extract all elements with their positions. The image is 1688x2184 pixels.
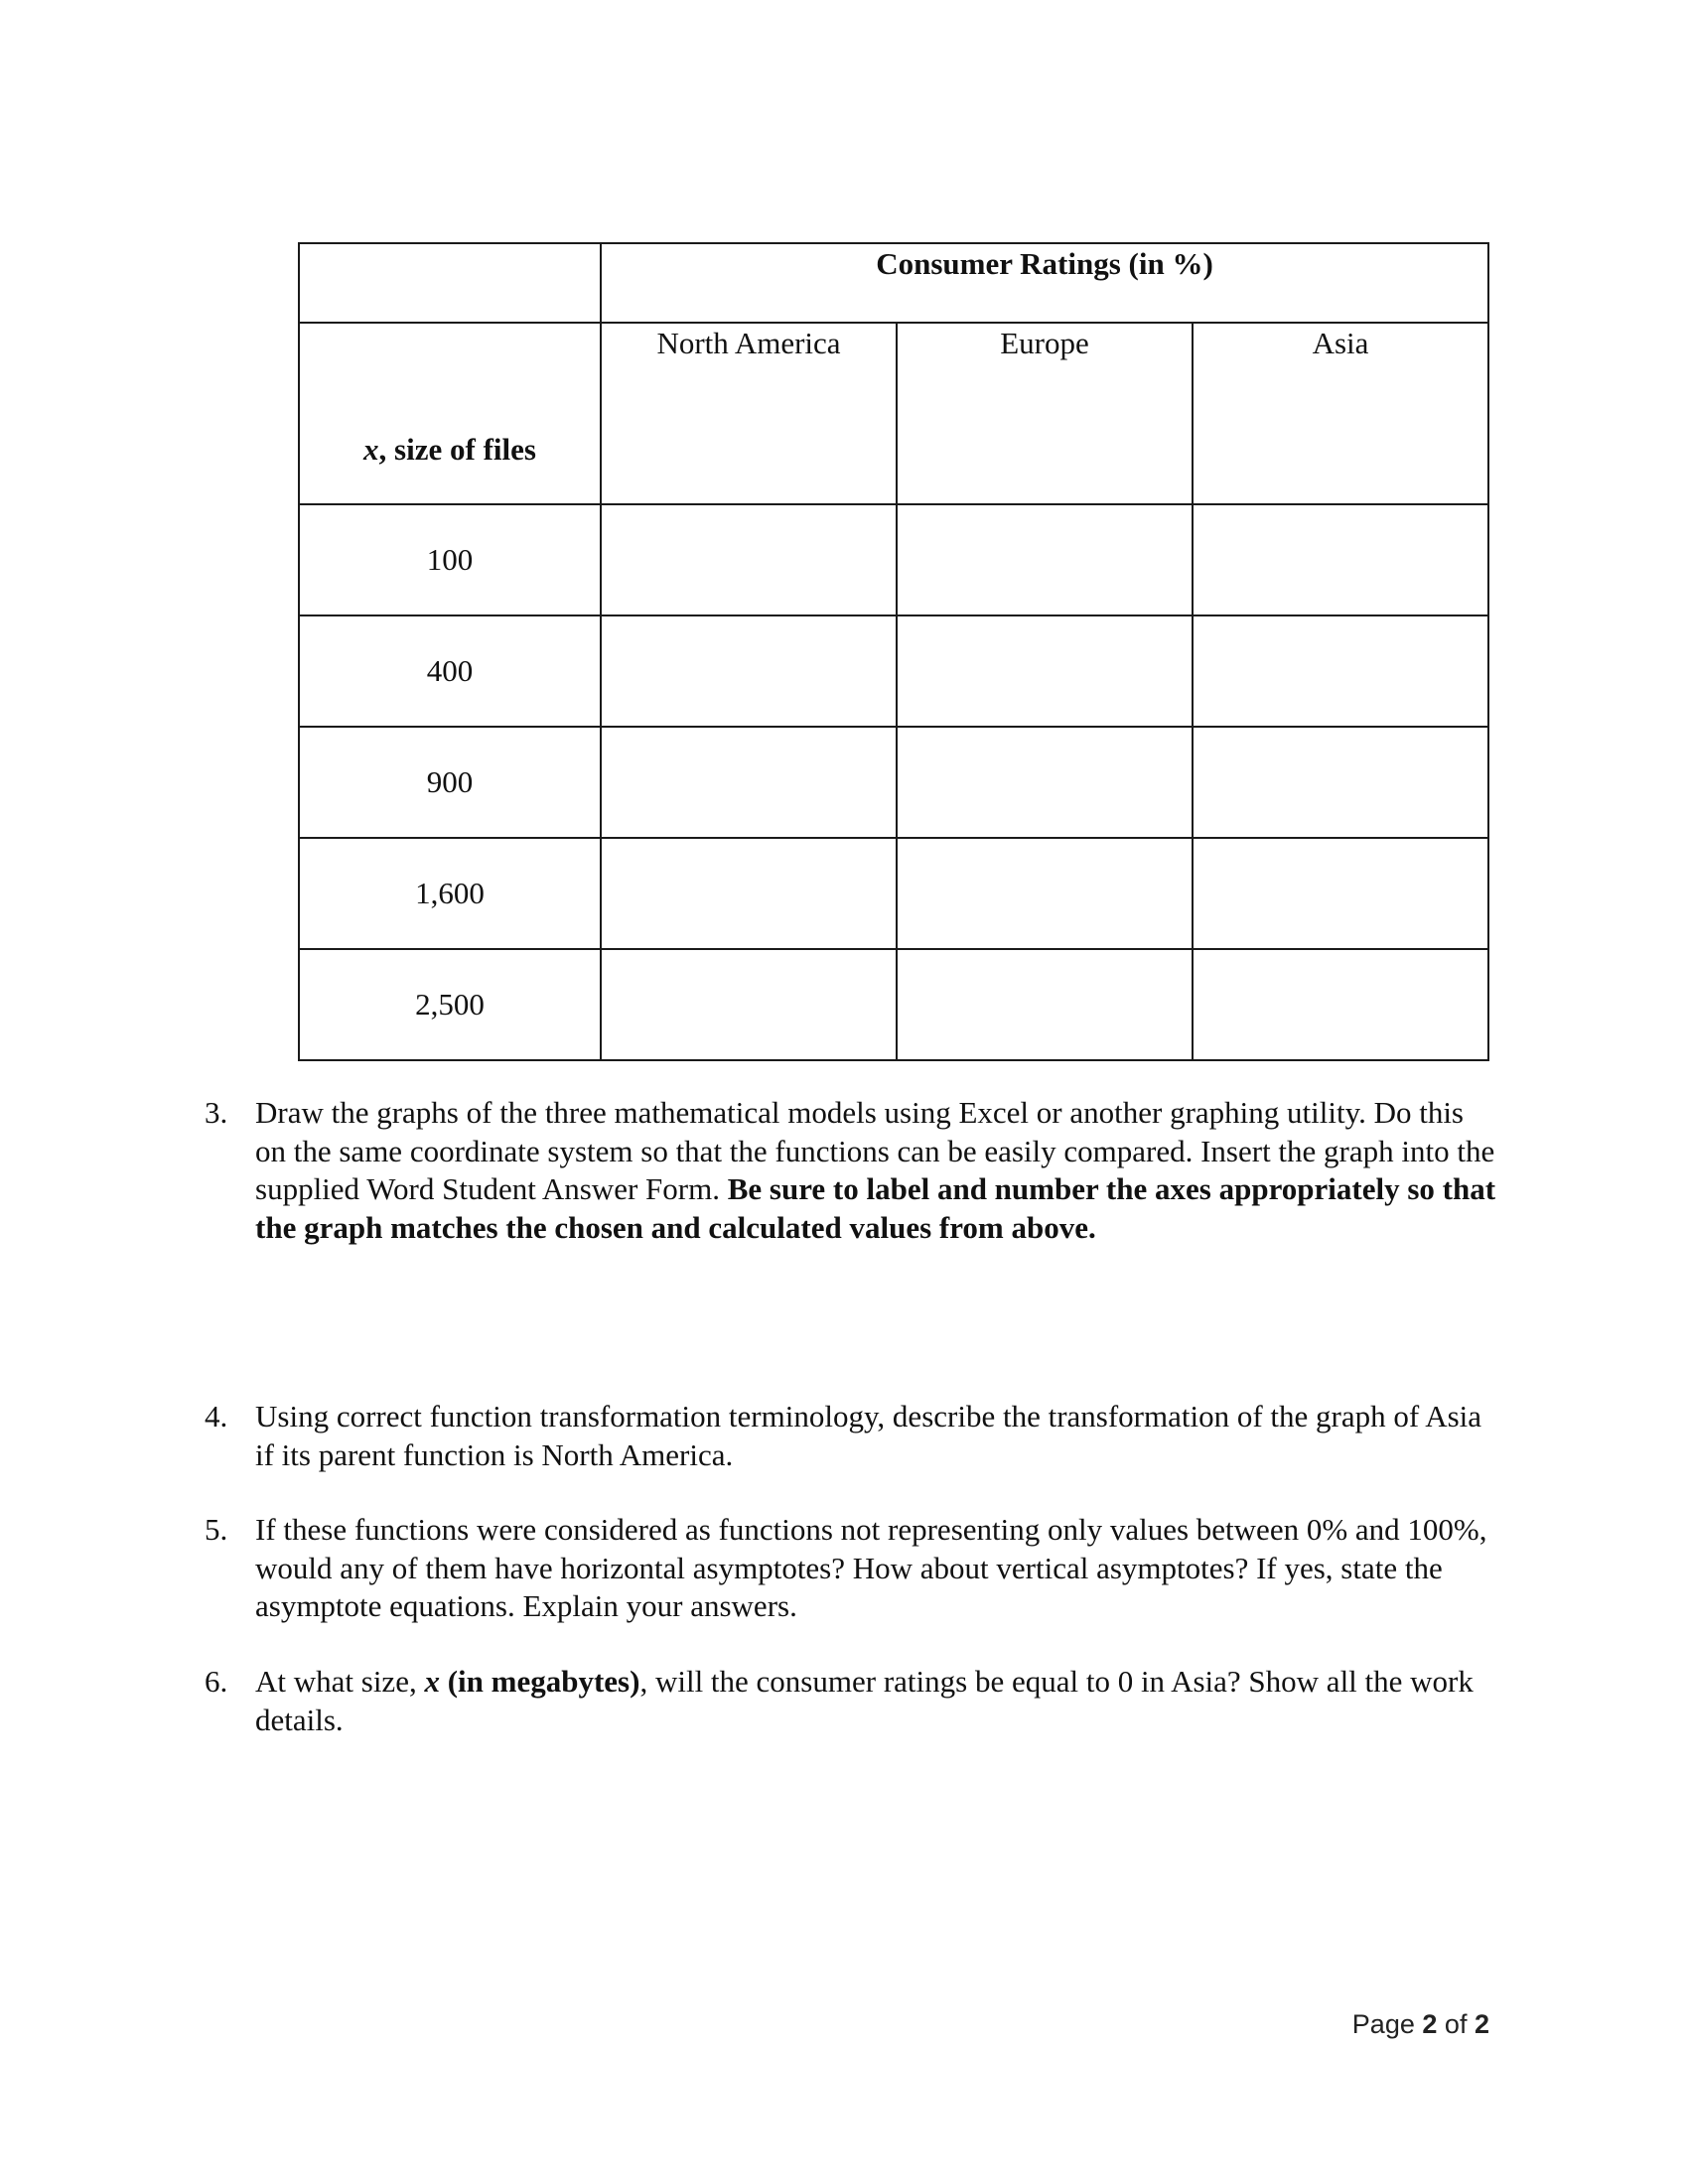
question-6: [199, 1663, 1499, 1739]
x-value-cell: 1,600: [299, 838, 601, 949]
x-size-of-files-header: [299, 323, 601, 504]
question-3: [199, 1094, 1499, 1247]
table-subheader-row: [299, 323, 1488, 504]
question-6-text-end: , will the consumer ratings be equal to 0 in Asia? Show all the work details.: [255, 1664, 1474, 1737]
answer-cell-north-america[interactable]: [601, 504, 897, 615]
question-number: 5.: [205, 1512, 228, 1547]
answer-cell-europe[interactable]: [897, 949, 1193, 1060]
x-header-label: , size of files: [378, 431, 536, 467]
x-variable: x: [363, 431, 379, 467]
empty-corner-cell: [299, 243, 601, 323]
question-4: [199, 1398, 1499, 1474]
region-header-north-america: North America: [601, 323, 897, 504]
consumer-ratings-table: [298, 242, 1489, 1061]
answer-cell-north-america[interactable]: [601, 949, 897, 1060]
answer-cell-north-america[interactable]: [601, 727, 897, 838]
region-header-asia: Asia: [1193, 323, 1488, 504]
x-value-cell: 2,500: [299, 949, 601, 1060]
x-variable: x: [424, 1664, 440, 1699]
question-number: 4.: [205, 1399, 228, 1433]
table-row: [299, 727, 1488, 838]
of-word: of: [1444, 2009, 1468, 2039]
answer-cell-north-america[interactable]: [601, 615, 897, 727]
megabytes-unit: (in megabytes): [439, 1664, 640, 1699]
answer-cell-asia[interactable]: [1193, 949, 1488, 1060]
question-number: 3.: [205, 1095, 228, 1130]
x-value-cell: 100: [299, 504, 601, 615]
question-text: [255, 1094, 1499, 1247]
question-3-instructions: Draw the graphs of the three mathematical models using Excel or another graphing utility. Do this on the same coordinate system so that the functions can be easily compared. Insert the graph into the supplied Word Student Answer Form.: [255, 1095, 1495, 1206]
total-page-number: 2: [1474, 2009, 1489, 2039]
answer-cell-europe[interactable]: [897, 727, 1193, 838]
question-3-bold-instructions: Be sure to label and number the axes appropriately so that the graph matches the chosen and calculated values from above.: [255, 1171, 1496, 1245]
question-text: Using correct function transformation terminology, describe the transformation of the graph of Asia if its parent function is North America.: [255, 1399, 1482, 1472]
page-word: Page: [1351, 2009, 1415, 2039]
answer-cell-europe[interactable]: [897, 838, 1193, 949]
answer-cell-asia[interactable]: [1193, 838, 1488, 949]
table-row: [299, 838, 1488, 949]
region-header-europe: Europe: [897, 323, 1193, 504]
answer-cell-asia[interactable]: [1193, 615, 1488, 727]
answer-cell-europe[interactable]: [897, 615, 1193, 727]
question-text: If these functions were considered as functions not representing only values between 0% and 100%, would any of them have horizontal asymptotes? How about vertical asymptotes? If yes, state the asymptote equations. Explain your answers.: [255, 1512, 1487, 1623]
answer-cell-north-america[interactable]: [601, 838, 897, 949]
answer-cell-asia[interactable]: [1193, 504, 1488, 615]
x-value-cell: 400: [299, 615, 601, 727]
current-page-number: 2: [1422, 2009, 1438, 2039]
question-text: [255, 1663, 1499, 1739]
answer-cell-asia[interactable]: [1193, 727, 1488, 838]
question-5: [199, 1511, 1499, 1626]
page-number-footer: [1352, 2009, 1489, 2040]
x-value-cell: 900: [299, 727, 601, 838]
question-6-text-start: At what size,: [255, 1664, 425, 1699]
table-row: [299, 615, 1488, 727]
table-row: [299, 504, 1488, 615]
table-header-row: [299, 243, 1488, 323]
consumer-ratings-header: Consumer Ratings (in %): [601, 243, 1488, 323]
question-number: 6.: [205, 1664, 228, 1699]
answer-cell-europe[interactable]: [897, 504, 1193, 615]
table-row: [299, 949, 1488, 1060]
